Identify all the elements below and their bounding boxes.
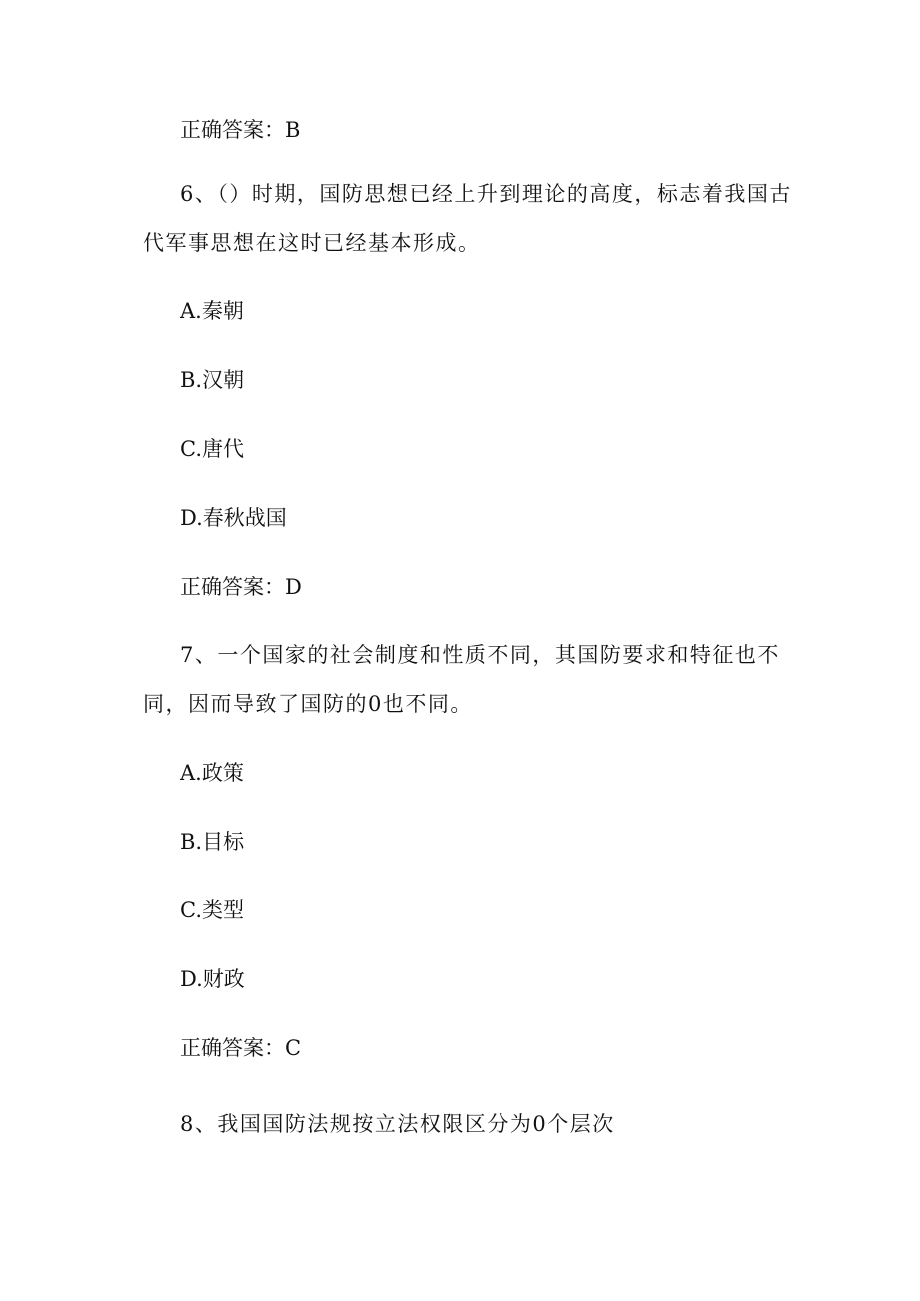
option-a-q6: A.秦朝 — [180, 299, 244, 323]
option-d-q7: D.财政 — [180, 967, 245, 991]
answer-line-q5: 正确答案：B — [180, 118, 301, 142]
option-b-q7: B.目标 — [180, 830, 245, 854]
option-c-q6: C.唐代 — [180, 437, 244, 461]
option-c-q7: C.类型 — [180, 898, 244, 922]
question-6-line-2: 代军事思想在这时已经基本形成。 — [143, 231, 481, 255]
question-7-line-2: 同，因而导致了国防的0也不同。 — [143, 692, 473, 716]
option-d-q6: D.春秋战国 — [180, 506, 287, 530]
answer-line-q7: 正确答案：C — [180, 1036, 302, 1060]
question-6-line-1: 6、（）时期，国防思想已经上升到理论的高度，标志着我国古 — [180, 182, 792, 206]
question-7-line-1: 7、一个国家的社会制度和性质不同，其国防要求和特征也不 — [180, 643, 780, 667]
option-b-q6: B.汉朝 — [180, 368, 245, 392]
question-8-line-1: 8、我国国防法规按立法权限区分为0个层次 — [180, 1112, 615, 1136]
option-a-q7: A.政策 — [180, 761, 244, 785]
answer-line-q6: 正确答案：D — [180, 575, 302, 599]
